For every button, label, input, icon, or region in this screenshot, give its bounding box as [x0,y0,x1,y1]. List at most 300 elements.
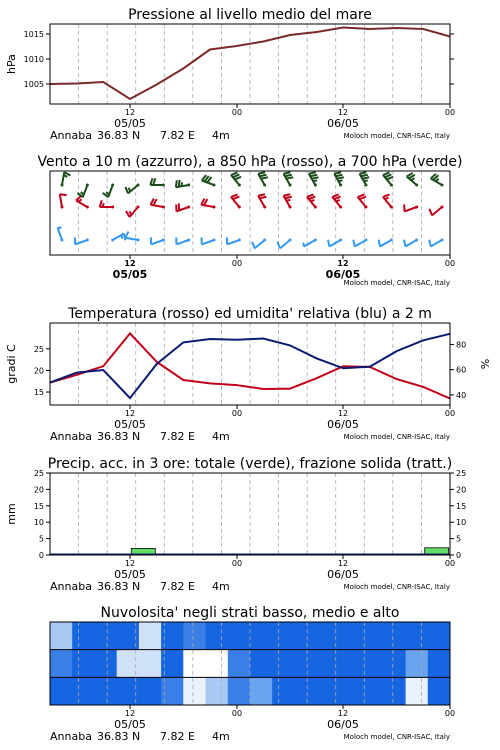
wind-barb [353,239,367,247]
temp-xtick-label: 00 [444,409,456,418]
wind-barb-base [137,184,140,187]
wind-barb-base [61,206,64,209]
wind-barb-flag [286,177,293,178]
wind-barb-base [415,206,418,209]
precip-ylabel: mm [5,503,18,525]
wind-barb-shaft [76,201,87,208]
wind-barb-flag [121,235,122,239]
wind-barb-flag [286,200,290,201]
wind-barb [277,239,291,249]
wind-barb-shaft [125,238,138,240]
cloud-cell [206,677,229,705]
wind-barb-shaft [151,205,164,207]
wind-barb-flag [404,240,405,247]
cloud-cell [94,677,117,705]
wind-barb-flag [387,177,393,180]
rh-ytick-label: 80 [456,340,467,350]
wind-barb-flag [336,200,340,201]
wind-barb-base [263,239,266,242]
precip-title: Precip. acc. in 3 ore: totale (verde), frazione solida (tratt.) [47,456,453,472]
wind-barb-base [162,239,165,242]
wind-barb-base [314,206,317,209]
wind-barb [303,239,317,247]
clouds-xtick-label: 00 [231,709,243,718]
wind-barb [150,178,165,186]
wind-barb-flag [235,177,241,180]
cloud-cell [339,650,362,678]
wind-barb [125,232,139,242]
pressure-elev-label: 4m [212,129,230,142]
wind-barb-base [187,184,190,187]
wind-barb-flag [60,194,67,195]
wind-barb-flag [385,175,391,178]
temp-title: Temperatura (rosso) ed umidita' relativa (blu) a 2 m [68,306,432,322]
wind-barb [125,184,139,194]
wind-barb-base [86,239,89,242]
wind-barb [431,174,444,187]
wind-barb-flag [309,197,315,200]
cloud-cell [272,677,295,705]
cloud-cell [383,677,406,705]
wind-barb-base [111,239,114,242]
wind-barb-flag [284,172,291,173]
pressure-station-label: Annaba [50,129,92,142]
cloud-cell [228,622,251,650]
pressure-ytick-label: 1010 [23,55,44,64]
clouds-station-label: Annaba [50,730,92,743]
cloud-cell [272,650,295,678]
wind-barb-base [339,184,342,187]
wind-barb-base [213,206,216,209]
wind-barb-shaft [201,205,214,207]
wind-barb [284,194,292,208]
cloud-cell [72,677,95,705]
wind-barb [307,194,317,208]
wind-barb-flag [429,240,430,247]
wind-barb [252,239,266,249]
wind-barb [60,194,67,208]
wind-barb-flag [383,194,389,197]
wind-barb-base [86,184,89,187]
clouds-xtick-label: 12 [124,709,136,718]
pressure-date-label: 05/05 [114,117,146,130]
wind-barb-base [162,184,165,187]
wind-barb-base [162,206,165,209]
wind-barb-flag [103,203,104,207]
wind-barb-base [390,206,393,209]
temp-lat-label: 36.83 N [97,430,141,443]
cloud-cell [406,622,429,650]
wind-barb-base [61,184,64,187]
wind-barb [429,239,443,247]
wind-barb-flag [284,194,291,195]
wind-barb-base [289,239,292,242]
wind-barb-shaft [227,240,239,244]
rh-ytick-label: 60 [456,365,467,375]
wind-barb-flag [312,177,319,178]
precip-elev-label: 4m [212,580,230,593]
wind-barb [77,184,88,198]
wind-barb [358,194,368,208]
cloud-cell [428,650,451,678]
wind-barb-flag [332,194,338,197]
wind-barb-flag [309,172,316,173]
precip-xtick-label: 12 [124,559,136,568]
wind-barb-base [415,239,418,242]
wind-barb-shaft [58,228,62,240]
precip-credit-label: Moloch model, CNR-ISAC, Italy [343,583,450,591]
wind-barb [284,172,294,186]
wind-barb-base [263,206,266,209]
wind-barb [258,194,266,208]
cloud-cell [406,677,429,705]
wind-barb-base [314,239,317,242]
cloud-cell [183,650,206,678]
cloud-cell [339,622,362,650]
precip-ytick-label-right: 15 [456,501,467,511]
wind-barb-base [390,239,393,242]
pressure-frame [50,24,450,104]
cloud-cell [294,650,317,678]
wind-barb-flag [385,198,389,199]
precip-lat-label: 36.83 N [97,580,141,593]
precip-xtick-label: 00 [231,559,243,568]
wind-barb-base [263,184,266,187]
pressure-xtick-label: 00 [231,108,243,117]
precip-ytick-label: 20 [33,485,44,495]
wind-barb-base [61,239,64,242]
wind-barb [383,172,393,186]
temp-date-label: 06/05 [327,418,359,431]
wind-barb-base [365,184,368,187]
wind-barb [231,194,241,208]
wind-barb [407,173,418,187]
wind-barb-shaft [380,240,391,247]
cloud-cell [228,677,251,705]
wind-barb-base [238,206,241,209]
wind-barb [201,199,215,209]
wind-barb-flag [358,194,364,197]
cloud-cell [406,650,429,678]
wind-barb-base [137,239,140,242]
cloud-cell [339,677,362,705]
wind-barb-shaft [75,240,87,244]
temp-frame [50,323,450,405]
wind-barb [151,237,165,244]
wind-xtick-label: 12 [124,259,136,268]
wind-barb-flag [360,172,367,173]
temp-ytick-label: 15 [33,388,44,398]
wind-barb [404,204,418,211]
wind-barb-flag [261,177,268,178]
wind-barb-base [137,206,140,209]
wind-barb [258,172,268,186]
clouds-elev-label: 4m [212,730,230,743]
precip-date-label: 06/05 [327,568,359,581]
wind-barb-flag [336,175,343,176]
wind-barb-flag [379,240,380,247]
wind-barb-flag [362,177,369,178]
pressure-lat-label: 36.83 N [97,129,141,142]
wind-barb [328,239,342,247]
wind-barb-flag [338,180,342,181]
wind-xtick-label: 00 [444,259,456,268]
wind-barb-flag [307,194,313,197]
wind-barb [227,237,241,244]
wind-barb-shaft [431,240,442,247]
cloud-cell [250,622,273,650]
wind-barb-base [339,239,342,242]
wind-barb [231,172,241,186]
wind-barb-shaft [151,240,163,244]
wind-barb-shaft [176,240,188,244]
wind-date-label: 05/05 [112,268,148,281]
wind-barb-flag [81,192,84,194]
wind-barb-shaft [255,240,265,248]
wind-barb-flag [334,197,340,200]
wind-barb [202,175,216,186]
temp-lon-label: 7.82 E [160,430,195,443]
wind-barb-flag [233,197,239,200]
wind-barb-flag [359,197,365,200]
wind-barb-flag [429,209,432,215]
pressure-xtick-label: 12 [337,108,349,117]
temp-elev-label: 4m [212,430,230,443]
wind-barb-base [187,239,190,242]
wind-barb-flag [277,242,280,248]
temp-ylabel: gradi C [5,344,18,384]
wind-barb-flag [129,188,130,192]
wind-barb-shaft [83,185,87,197]
precip-frame [50,473,450,555]
cloud-cell [383,622,406,650]
precip-ytick-label: 5 [38,534,44,544]
cloud-cell [206,650,229,678]
wind-credit-label: Moloch model, CNR-ISAC, Italy [343,279,450,287]
wind-barb-flag [125,187,128,193]
wind-barb-flag [231,172,237,175]
wind-barb-flag [285,175,292,176]
wind-barb-base [441,239,444,242]
wind-xtick-label: 00 [231,259,243,268]
temp-ytick-label: 20 [33,366,44,376]
wind-barb-base [238,239,241,242]
wind-barb-base [365,239,368,242]
cloud-cell [383,650,406,678]
cloud-cell [72,622,95,650]
wind-barb-base [441,206,444,209]
wind-barb-flag [125,232,128,238]
wind-barb-flag [411,178,414,180]
clouds-date-label: 06/05 [327,718,359,731]
wind-barb-shaft [108,185,112,197]
wind-barb-base [213,239,216,242]
wind-barb-shaft [432,207,442,215]
wind-barb-flag [334,172,341,173]
wind-barb-flag [129,211,131,214]
pressure-lon-label: 7.82 E [160,129,195,142]
wind-barb-flag [179,180,180,187]
wind-barb-shaft [405,240,416,247]
precip-ytick-label: 10 [33,518,44,528]
pressure-title: Pressione al livello medio del mare [128,7,372,23]
wind-barb-shaft [202,240,214,244]
wind-barb-flag [231,194,237,197]
wind-barb-flag [252,242,255,248]
wind-barb-base [365,206,368,209]
cloud-cell [428,622,451,650]
wind-barb [103,184,114,198]
wind-barb [111,234,125,242]
precip-date-label: 05/05 [114,568,146,581]
temp-date-label: 05/05 [114,418,146,431]
wind-barb [379,239,393,247]
wind-barb-base [213,184,216,187]
wind-barb-flag [233,175,239,178]
wind-barb-shaft [329,240,340,247]
wind-barb-flag [436,179,439,182]
wind-barb [383,194,393,208]
wind-barb-base [86,206,89,209]
wind-barb-flag [258,172,265,173]
wind-barb-base [238,184,241,187]
rh-ytick-label: 40 [456,390,467,400]
clouds-credit-label: Moloch model, CNR-ISAC, Italy [343,733,450,741]
wind-barb-shaft [60,194,62,207]
wind-barb-shaft [404,207,416,211]
cloud-cell [228,650,251,678]
cloud-cell [183,677,206,705]
wind-barb-flag [310,175,317,176]
wind-barb [404,239,418,247]
wind-barb-base [187,206,190,209]
pressure-xtick-label: 12 [124,108,136,117]
wind-barb-base [339,206,342,209]
wind-barb-flag [260,197,267,198]
cloud-cell [272,622,295,650]
wind-barb [309,172,319,186]
pressure-xtick-label: 00 [444,108,456,117]
wind-barb-base [415,184,418,187]
cloud-cell [250,677,273,705]
wind-barb [151,199,165,209]
wind-barb-flag [79,199,82,202]
precip-ytick-label-right: 10 [456,518,467,528]
precip-ytick-label: 25 [33,469,44,478]
wind-barb-base [289,206,292,209]
rh-ylabel: % [479,358,492,370]
precip-xtick-label: 00 [444,559,456,568]
wind-barb-flag [285,197,292,198]
precip-ytick-label-right: 0 [456,551,462,560]
precip-ytick-label-right: 20 [456,485,467,495]
cloud-cell [139,677,162,705]
wind-barb-flag [337,177,344,178]
wind-barb-base [314,184,317,187]
temp-xtick-label: 00 [231,409,243,418]
wind-barb-shaft [62,172,64,185]
clouds-title: Nuvolosita' negli strati basso, medio e alto [100,605,400,621]
temp-credit-label: Moloch model, CNR-ISAC, Italy [343,433,450,441]
precip-ytick-label-right: 25 [456,469,467,478]
wind-barb-flag [361,175,368,176]
wind-barb-shaft [304,240,315,247]
wind-barb-flag [303,243,304,247]
clouds-xtick-label: 12 [337,709,349,718]
precip-xtick-label: 12 [337,559,349,568]
temp-station-label: Annaba [50,430,92,443]
temp-ytick-label: 25 [33,344,44,354]
wind-barb-flag [258,194,265,195]
pressure-ytick-label: 1005 [23,80,44,89]
cloud-cell [250,650,273,678]
wind-barb [176,203,190,211]
clouds-xtick-label: 00 [444,709,456,718]
temp-xtick-label: 12 [337,409,349,418]
wind-barb-base [111,184,114,187]
precip-ytick-label: 0 [38,551,44,560]
cloud-cell [50,677,73,705]
precip-ytick-label: 15 [33,501,44,511]
wind-barb [126,206,140,217]
cloud-cell [294,677,317,705]
pressure-credit-label: Moloch model, CNR-ISAC, Italy [343,132,450,140]
wind-xtick-label: 12 [337,259,349,268]
temp-xtick-label: 12 [124,409,136,418]
wind-barb-base [289,184,292,187]
pressure-ylabel: hPa [5,54,18,74]
cloud-cell [139,650,162,678]
cloud-cell [94,650,117,678]
wind-barb [58,228,64,242]
wind-barb-flag [383,172,389,175]
wind-barb-flag [311,200,315,201]
wind-barb-flag [364,180,368,181]
wind-barb [202,237,216,244]
cloud-cell [294,622,317,650]
pressure-date-label: 06/05 [327,117,359,130]
precip-station-label: Annaba [50,580,92,593]
wind-barb [429,206,443,216]
wind-barb [332,194,342,208]
cloud-cell [50,650,73,678]
wind-barb-base [390,184,393,187]
wind-barb-flag [106,192,109,194]
precip-lon-label: 7.82 E [160,580,195,593]
wind-barb-flag [176,180,177,187]
wind-barb [75,237,89,244]
wind-barb-base [111,206,114,209]
clouds-date-label: 05/05 [114,718,146,731]
cloud-cell [183,622,206,650]
cloud-cell [206,622,229,650]
wind-barb-flag [328,240,329,247]
clouds-lat-label: 36.83 N [97,730,141,743]
wind-date-label: 06/05 [325,268,361,281]
wind-barb-base [441,184,444,187]
wind-barb-flag [181,182,182,186]
pressure-ytick-label: 1015 [23,30,44,39]
wind-title: Vento a 10 m (azzurro), a 850 hPa (rosso), a 700 hPa (verde) [37,154,463,170]
wind-barb [176,237,190,244]
cloud-cell [50,622,73,650]
cloud-cell [428,677,451,705]
cloud-cell [139,622,162,650]
cloud-cell [72,650,95,678]
wind-barb [61,172,71,186]
wind-barb-flag [313,180,317,181]
wind-barb-flag [260,175,267,176]
